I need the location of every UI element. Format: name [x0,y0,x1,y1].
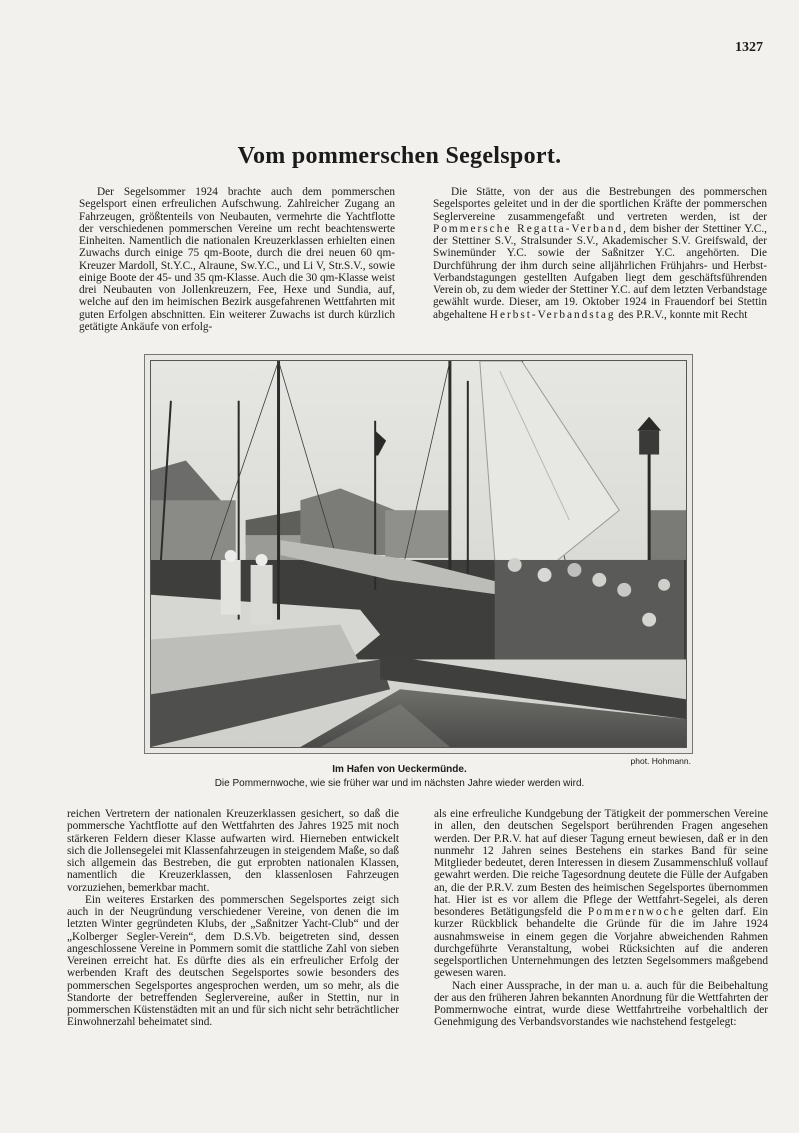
article-title: Vom pommerschen Segelsport. [237,143,562,169]
text-run: des P.R.V., konnte mit Recht [615,308,748,321]
harbor-photo [150,360,687,748]
text-run: , dem bisher der Stettiner Y.C., der Stettiner S.V., Stralsunder S.V., Akademischer S.V. Greifswald, der Swinemünder Y.C. sowie der Saßnitzer Y.C. angehörten. Die Durchführung der ihm durch seine alljährlichen Frühjahrs- und Herbst-Verbandstagungen gestellten Aufgaben liegt dem geschäftsführenden Verein ob, zu dem wieder der Stettiner Y.C. auf dem letzten Verbandstage gewählt wurde. Dieser, am 19. Oktober 1924 in Frauendorf bei Stettin abgehaltene [433,222,767,321]
harbor-photo-illustration [151,361,686,747]
figure-caption-title: Im Hafen von Ueckermünde. [332,764,467,775]
text-column-top-left [79,186,395,333]
text-column-bottom-left [67,808,399,1029]
page-number: 1327 [735,40,763,55]
figure-caption-subtitle: Die Pommernwoche, wie sie früher war und im nächsten Jahre wieder werden wird. [214,778,585,789]
paragraph [433,186,767,321]
paragraph: reichen Vertretern der nationalen Kreuzerklassen gesichert, so daß die pommersche Yachtflotte auf den Wettfahrten des Jahres 1925 mit noch stärkeren Feldern dieser Klasse aufwarten wird. Hierneben entwickelt sich die Jollensegelei mit Klassenfahrzeugen in steigendem Maße, so daß sich allgemein das Bestreben, die gut erprobten nationalen Klassen, namentlich die Kreuzerklassen, den klassenlosen Fahrzeugen vorzuziehen, bemerkbar macht. [67,808,399,894]
text-run: gelten darf. Ein kurzer Rückblick behandelte die Gründe für die im Jahre 1924 ausnahmsweise in einem gegen die Vorjahre abweichenden Rahmen durchgeführte Veranstaltung, wobei Rücksichten auf die anderen segelsportlichen Unternehmungen des letzten Segelsommers maßgebend gewesen waren. [434,906,768,980]
paragraph [434,808,768,980]
spaced-term: Herbst-Verbandstag [489,308,616,321]
spaced-term: Pommernwoche [587,906,686,918]
paragraph: Der Segelsommer 1924 brachte auch dem pommerschen Segelsport einen erfreulichen Aufschwung. Zahlreicher Zugang an Fahrzeugen, größtenteils von Neubauten, vermehrte die Yachtflotte der verschiedenen pommerschen Vereine um recht beachtenswerte Einheiten. Namentlich die nationalen Kreuzerklassen erhielten einen Zuwachs durch einige 75 qm-Boote, durch die drei neuen 60 qm-Kreuzer Mardoll, St.Y.C., Alraune, Sw.Y.C., und Li V, Str.S.V., sowie einige Boote der 45- und 35 qm-Klasse. Auch die 30 qm-Klasse weist drei Neubauten von Jollenkreuzern, Fee, Hexe und Sundia, auf, welche auf den im heimischen Bezirk ausgefahrenen Wettfahrten mit guten Erfolgen abschnitten. Ein weiterer Zuwachs ist durch kürzlich getätigte Ankäufe von erfolg- [79,186,395,333]
paragraph: Nach einer Aussprache, in der man u. a. auch für die Beibehaltung der aus den früheren Jahren bekannten Anordnung für die Wettfahrten der Pommernwoche eintrat, wurde diese Wettfahrtreihe vorbehaltlich der Genehmigung des Verbandsvorstandes wie nachstehend festgelegt: [434,979,768,1029]
text-run: als eine erfreuliche Kundgebung der Tätigkeit der pommerschen Vereine in allen, den deutschen Segelsport berührenden Fragen angesehen werden. Der P.R.V. hat auf dieser Tagung erneut bewiesen, daß er in den nunmehr 12 Jahren seines Bestehens ein starkes Band für seine Mitglieder bedeutet, deren Interessen in diesem Zusammenschluß vollauf gewahrt werden. Die reiche Tagesordnung deutete die Fülle der Aufgaben an, die der P.R.V. zum Besten des heimischen Segelsportes übernommen hat. Hier ist es vor allem die Pflege der Wettfahrt-Segelei, als deren besonderes Betätigungsfeld die [434,808,768,918]
text-column-top-right [433,186,767,321]
harbor-photo-frame [144,354,693,754]
photo-credit: phot. Hohmann. [630,756,691,766]
spaced-term: Pommersche Regatta-Verband [433,222,624,235]
text-column-bottom-right [434,808,768,1029]
paragraph: Ein weiteres Erstarken des pommerschen Segelsportes zeigt sich auch in der Neugründung verschiedener Vereine, von denen die im letzten Winter gegründeten Klubs, der „Saßnitzer Yacht-Club“ und der „Kolberger Segler-Verein“, dem D.S.Vb. beigetreten sind, dessen angeschlossene Vereine in Pommern somit die stattliche Zahl von sieben Vereinen erreicht hat. Es dürfte dies als ein erfreulicher Erfolg der werbenden Kraft des deutschen Segelsportes sowie besonders des pommerschen Segelsportes angesprochen werden, um so mehr, als die Standorte der betreffenden Seglervereine, außer in Stettin, nur in pommerschen Küstenstädten mit an und für sich nicht sehr beträchtlicher Einwohnerzahl beheimatet sind. [67,893,399,1029]
text-run: Die Stätte, von der aus die Bestrebungen des pommerschen Segelsportes geleitet und in der die sportlichen Kräfte der pommerschen Seglervereine zusammengefaßt und vertreten werden, ist der [433,186,767,223]
